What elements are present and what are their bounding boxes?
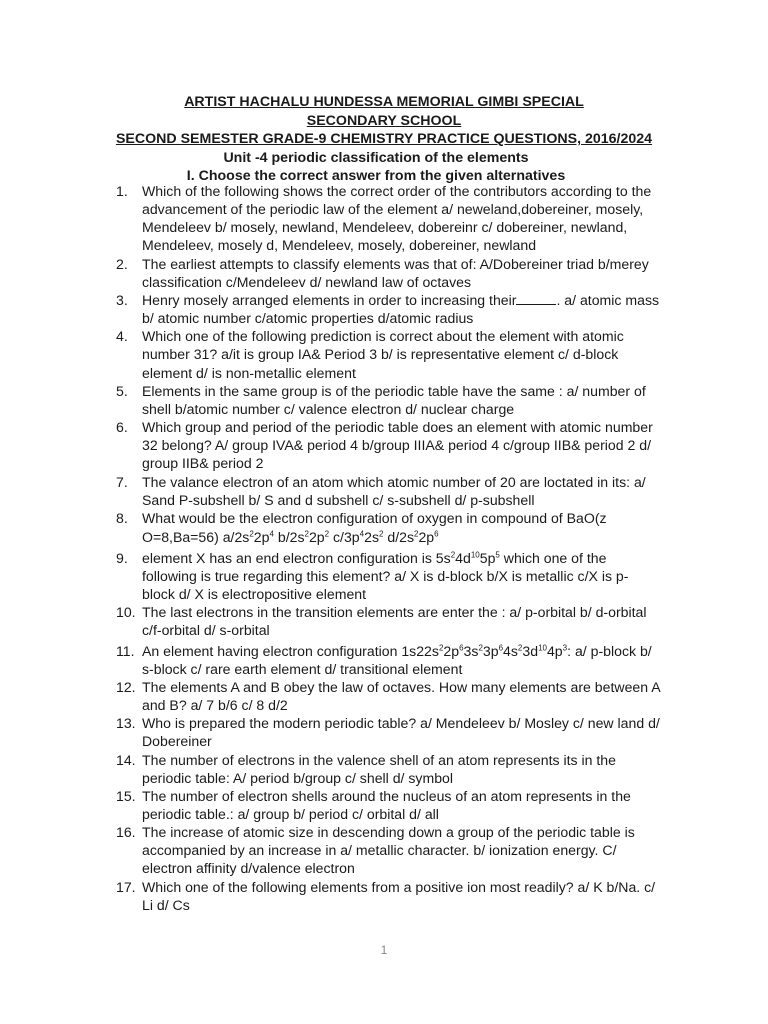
question-number: 17. [116,878,136,895]
question-text: The last electrons in the transition elements are enter the : a/ p-orbital b/ d-orbital c/f-orbital d/ s-orbital [142,604,647,639]
superscript: 2 [517,642,523,652]
question-text: What would be the electron configuration of oxygen in compound of BaO(z O=8,Ba=56) a/2s [142,509,607,545]
question-number: 1. [116,183,128,199]
question-item [116,255,660,291]
question-text: The elements A and B obey the law of octaves. How many elements are between A and B? a/ 7 b/6 c/ 8 d/2 [142,678,660,714]
unit-title: Unit -4 periodic classification of the elements [223,149,529,166]
formula-part: 3p [482,642,499,659]
question-number: 14. [116,751,136,768]
question-number: 4. [116,328,128,345]
exam-title: SECOND SEMESTER GRADE-9 CHEMISTRY PRACTICE QUESTIONS, 2016/2024 [115,131,653,148]
superscript: 6 [434,529,439,539]
superscript: 10 [470,550,480,560]
question-text: Which group and period of the periodic table does an element with atomic number 32 belong? A/ group IVA& period 4 b/group IIIA& period 4 c/group IIB& period 2 d/ group IIB& period 2 [142,419,653,472]
formula-part: 2s [364,528,379,545]
superscript: 5 [495,550,500,560]
question-text: . a/ atomic mass b/ atomic number c/atomic properties d/atomic radius [142,291,660,327]
superscript: 3 [562,642,568,652]
answer-blank [516,294,556,305]
question-item [116,714,660,750]
question-text: Elements in the same group is of the periodic table have the same : a/ number of shell b/atomic number c/ valence electron d/ nuclear charge [142,382,646,417]
superscript: 4 [269,529,274,539]
question-text: : a/ p-block b/ s-block c/ rare earth element d/ transitional element [142,642,652,677]
question-text: An element having electron configuration 1s22s [142,642,439,659]
superscript: 2 [414,529,419,539]
question-item [116,751,660,787]
question-number: 8. [116,509,128,526]
question-text: The number of electron shells around the nucleus of an atom represents in the periodic table.: a/ group b/ period c/ orbital d/ all [142,787,631,822]
formula-part: d/2s [383,528,415,545]
formula-part: 4d [455,549,471,566]
page-number: 1 [380,943,388,957]
question-item [116,603,660,639]
question-number: 16. [116,824,136,841]
question-number: 9. [116,549,128,566]
superscript: 2 [249,529,254,539]
formula-part: 3d [522,642,539,659]
question-item [116,418,660,472]
formula-part: 3s [463,642,479,659]
school-name-line2: SECONDARY SCHOOL [306,112,462,129]
superscript: 2 [324,529,330,539]
question-item [116,327,660,381]
question-text: Which one of the following prediction is correct about the element with atomic number 31? a/it is group IA& Period 3 b/ is representative element c/ d-block element d/ is non-metallic element [142,328,624,381]
question-list [116,182,660,914]
question-item [116,642,660,678]
formula-part: c/3p [329,528,360,545]
question-number: 12. [116,678,136,695]
section-instruction: I. Choose the correct answer from the given alternatives [186,168,566,185]
question-item [116,678,660,714]
school-name-line1: ARTIST HACHALU HUNDESSA MEMORIAL GIMBI SPECIAL [184,94,584,110]
question-item [116,549,660,603]
formula-part: 2p [418,528,435,545]
question-number: 2. [116,255,128,272]
superscript: 2 [379,529,384,539]
document-header [0,93,768,186]
question-text: The increase of atomic size in descending down a group of the periodic table is accompanied by an increase in a/ metallic character. b/ ionization energy. C/ electron affinity d/valence electron [142,824,635,877]
formula-part: 5p [479,549,496,566]
question-item [116,823,660,877]
question-item [116,509,660,547]
question-number: 5. [116,382,128,399]
superscript: 4 [359,529,365,539]
question-number: 11. [116,642,135,659]
question-text: which one of the following is true regarding this element? a/ X is d-block b/X is metallic c/X is p-block d/ X is electropositive element [142,549,629,603]
superscript: 6 [459,642,464,652]
superscript: 2 [304,529,309,539]
question-number: 3. [116,291,128,308]
superscript: 2 [478,642,483,652]
formula-part: 4p [546,642,563,659]
question-text: Which one of the following elements from a positive ion most readily? a/ K b/Na. c/ Li d/ Cs [142,878,656,913]
question-text: element X has an end electron configuration is 5s [142,549,451,566]
question-number: 7. [116,473,128,490]
question-text: The number of electrons in the valence shell of an atom represents its in the periodic table: A/ period b/group c/ shell d/ symbol [142,751,616,786]
question-item [116,787,660,823]
question-text: Which of the following shows the correct order of the contributors according to the advancement of the periodic law of the element a/ neweland,dobereiner, mosely, Mendeleev b/ mosely, newland, Mendeleev, dobereinr c/ dobereiner, newland, Mendeleev, mosely d, Mendeleev, mosely, dobereiner, newland [142,183,652,254]
question-item [116,382,660,418]
question-number: 13. [116,715,136,732]
formula-part: 2p [253,528,270,545]
question-item [116,182,660,255]
superscript: 2 [438,642,444,652]
question-number: 15. [116,787,136,804]
question-text: Who is prepared the modern periodic table? a/ Mendeleev b/ Mosley c/ new land d/ Dobereiner [142,715,660,750]
question-number: 10. [116,604,136,621]
formula-part: 4s [503,642,518,659]
question-item [116,291,660,327]
question-text: Henry mosely arranged elements in order to increasing their [142,291,517,308]
question-item [116,473,660,509]
superscript: 10 [538,642,547,652]
formula-part: 2p [308,528,325,545]
formula-part: 2p [443,642,460,659]
question-text: The valance electron of an atom which atomic number of 20 are loctated in its: a/ Sand P-subshell b/ S and d subshell c/ s-subshell d/ p-subshell [142,473,646,508]
superscript: 2 [450,550,456,560]
formula-part: b/2s [273,528,305,545]
question-item [116,878,660,914]
superscript: 6 [498,642,504,652]
question-text: The earliest attempts to classify elements was that of: A/Dobereiner triad b/merey classification c/Mendeleev d/ newland law of octaves [142,255,649,290]
question-number: 6. [116,419,128,436]
